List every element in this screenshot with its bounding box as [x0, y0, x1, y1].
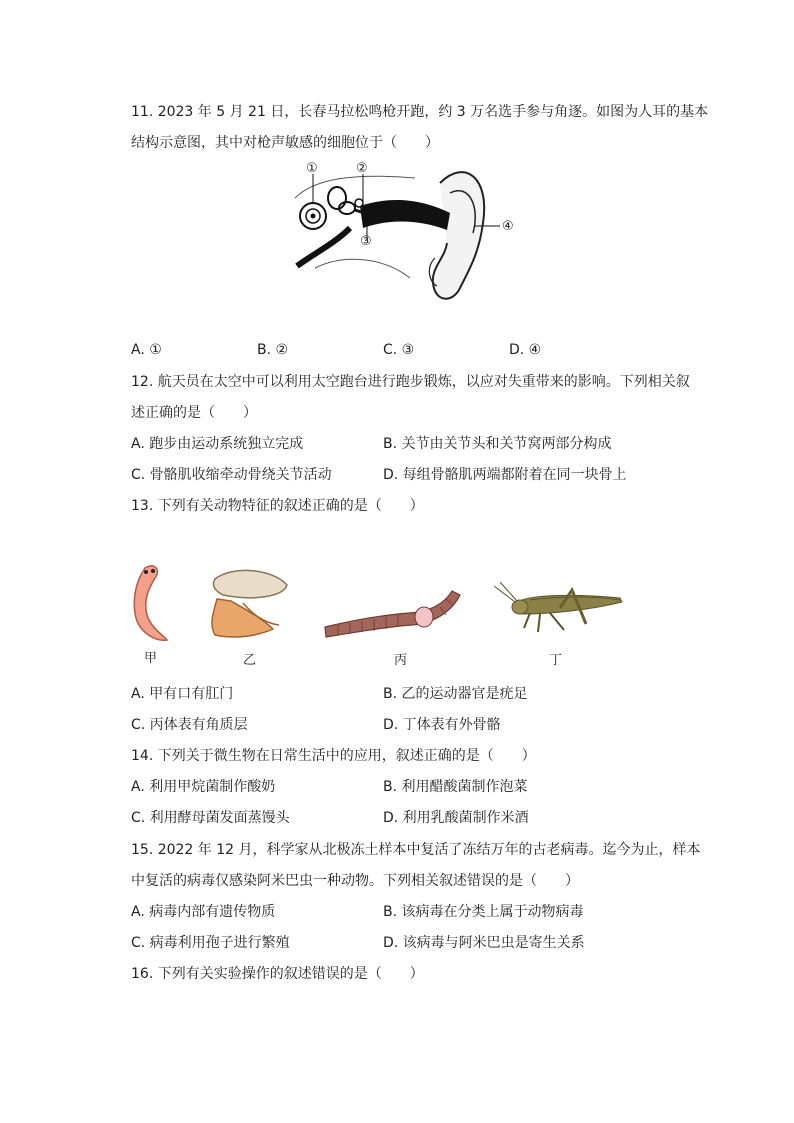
q11-option-a: A. ①: [131, 342, 162, 358]
animal-label-yi: 乙: [243, 653, 257, 668]
q15-option-b: B. 该病毒在分类上属于动物病毒: [383, 904, 584, 920]
q14-option-d: D. 利用乳酸菌制作米酒: [383, 810, 529, 826]
q11-option-c: C. ③: [383, 342, 415, 358]
q15-option-a: A. 病毒内部有遗传物质: [131, 904, 276, 920]
q13-option-d: D. 丁体表有外骨骼: [383, 717, 501, 733]
animal-label-bing: 丙: [394, 653, 408, 668]
q14-option-c: C. 利用酵母菌发面蒸馒头: [131, 810, 290, 826]
ear-marker-4: ④: [502, 219, 514, 234]
animal-label-jia: 甲: [144, 651, 158, 666]
q11-option-b: B. ②: [257, 342, 289, 358]
q13-option-c: C. 丙体表有角质层: [131, 717, 248, 733]
grasshopper-image: [490, 580, 625, 640]
ear-marker-1: ①: [306, 161, 318, 176]
q12-option-d: D. 每组骨骼肌两端都附着在同一块骨上: [383, 467, 627, 483]
animal-label-ding: 丁: [549, 653, 563, 668]
q15-stem-line1: 15. 2022 年 12 月，科学家从北极冻土样本中复活了冻结万年的古老病毒。迄今为止，样本: [131, 842, 701, 858]
q11-stem-line1: 11. 2023 年 5 月 21 日，长春马拉松鸣枪开跑，约 3 万名选手参与角逐。如图为人耳的基本: [131, 104, 709, 120]
ear-marker-2: ②: [356, 161, 368, 176]
earthworm-image: [320, 585, 465, 640]
q13-stem-line1: 13. 下列有关动物特征的叙述正确的是（ ）: [131, 498, 424, 514]
ear-structure-diagram: [275, 158, 525, 308]
q11-stem-line2: 结构示意图，其中对枪声敏感的细胞位于（ ）: [131, 135, 439, 151]
q15-stem-line2: 中复活的病毒仅感染阿米巴虫一种动物。下列相关叙述错误的是（ ）: [131, 873, 579, 889]
q13-option-a: A. 甲有口有肛门: [131, 686, 234, 702]
ear-marker-3: ③: [360, 234, 372, 249]
q12-stem-line1: 12. 航天员在太空中可以利用太空跑台进行跑步锻炼，以应对失重带来的影响。下列相关叙: [131, 374, 690, 390]
q12-option-c: C. 骨骼肌收缩牵动骨绕关节活动: [131, 467, 332, 483]
q15-option-c: C. 病毒利用孢子进行繁殖: [131, 935, 290, 951]
clam-image: [203, 563, 291, 641]
q14-option-a: A. 利用甲烷菌制作酸奶: [131, 779, 276, 795]
q12-option-a: A. 跑步由运动系统独立完成: [131, 436, 304, 452]
q12-option-b: B. 关节由关节头和关节窝两部分构成: [383, 436, 612, 452]
q13-option-b: B. 乙的运动器官是疣足: [383, 686, 528, 702]
q14-stem-line1: 14. 下列关于微生物在日常生活中的应用，叙述正确的是（ ）: [131, 748, 536, 764]
q15-option-d: D. 该病毒与阿米巴虫是寄生关系: [383, 935, 585, 951]
q12-stem-line2: 述正确的是（ ）: [131, 405, 257, 421]
q11-option-d: D. ④: [509, 342, 542, 358]
flatworm-image: [125, 560, 175, 645]
q14-option-b: B. 利用醋酸菌制作泡菜: [383, 779, 528, 795]
q16-stem-line1: 16. 下列有关实验操作的叙述错误的是（ ）: [131, 966, 424, 982]
